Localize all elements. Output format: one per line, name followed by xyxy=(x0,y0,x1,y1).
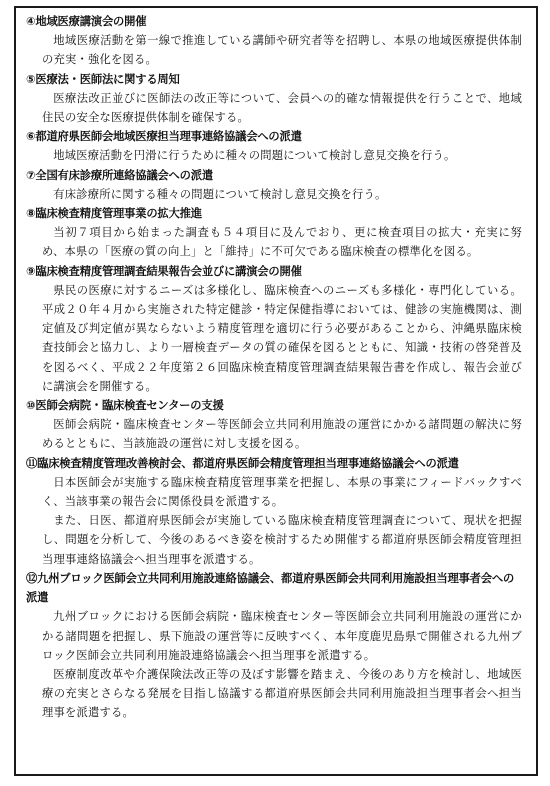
section-paragraph: 九州ブロックにおける医師会病院・臨床検査センター等医師会立共同利用施設の運営にかかる諸問題を把握し、県下施設の運営等に反映すべく、本年度鹿児島県で開催される九州ブロック医師会立共同利用施設連絡協議会へ担当理事を派遣する。 xyxy=(42,610,522,662)
section-paragraph: 当初７項目から始まった調査も５４項目に及んでおり、更に検査項目の拡大・充実に努め、本県の「医療の質の向上」と「維持」に不可欠である臨床検査の標準化を図る。 xyxy=(42,226,522,259)
section-paragraph: 医療制度改革や介護保険法改正等の及ぼす影響を踏まえ、今後のあり方を検討し、地域医療の充実とさらなる発展を目指し協議する都道府県医師会共同利用施設担当理事者会へ担当理事を派遣する。 xyxy=(42,667,522,720)
section-7 xyxy=(26,166,522,204)
section-4 xyxy=(26,12,522,70)
section-paragraph: また、日医、都道府県医師会が実施している臨床検査精度管理調査について、現状を把握し、問題を分析して、今後のあるべき姿を検討するため開催する都道府県医師会精度管理担当理事連絡協議会へ担当理事を派遣する。 xyxy=(42,514,522,566)
section-paragraph: 地域医療活動を円滑に行うために種々の問題について検討し意見交換を行う。 xyxy=(53,149,456,163)
section-paragraph: 県民の医療に対するニーズは多様化し、臨床検査へのニーズも多様化・専門化している。平成２０年４月から実施された特定健診・特定保健指導においては、健診の実施機関は、測定値及び判定値が異ならないよう精度管理を適切に行う必要があることから、沖縄県臨床検査技師会と協力し、より一層検査データの質の確保を図るとともに、知識・技術の啓発普及を図るべく、平成２２年度第２６回臨床検査精度管理調査結果報告書を作成し、報告会並びに講演会を開催する。 xyxy=(42,283,522,393)
section-6 xyxy=(26,127,522,165)
section-paragraph: 医療法改正並びに医師法の改正等について、会員への的確な情報提供を行うことで、地域住民の安全な医療提供体制を確保する。 xyxy=(42,91,522,125)
section-heading: ⑦全国有床診療所連絡協議会への派遣 xyxy=(26,168,213,182)
section-paragraph: 医師会病院・臨床検査センター等医師会立共同利用施設の運営にかかる諸問題の解決に努めるとともに、当該施設の運営に対し支援を図る。 xyxy=(42,418,522,451)
section-heading: ⑩医師会病院・臨床検査センターの支援 xyxy=(26,399,224,413)
section-heading: ⑥都道府県医師会地域医療担当理事連絡協議会への派遣 xyxy=(26,130,302,144)
section-paragraph: 日本医師会が実施する臨床検査精度管理事業を把握し、本県の事業にフィードバックすべく、当該事業の報告会に関係役員を派遣する。 xyxy=(42,475,522,509)
section-heading: ⑧臨床検査精度管理事業の拡大推進 xyxy=(26,207,202,221)
section-11 xyxy=(26,454,522,569)
section-paragraph: 有床診療所に関する種々の問題について検討し意見交換を行う。 xyxy=(53,187,387,201)
section-heading: ⑫九州ブロック医師会立共同利用施設連絡協議会、都道府県医師会共同利用施設担当理事者会への派遣 xyxy=(26,571,515,605)
section-heading: ④地域医療講演会の開催 xyxy=(26,15,147,28)
section-5 xyxy=(26,70,522,128)
section-heading: ⑨臨床検査精度管理調査結果報告会並びに講演会の開催 xyxy=(26,264,302,278)
section-12 xyxy=(26,569,522,723)
section-heading: ⑤医療法・医師法に関する周知 xyxy=(26,72,180,86)
section-10 xyxy=(26,396,522,454)
section-8 xyxy=(26,204,522,262)
section-paragraph: 地域医療活動を第一線で推進している講師や研究者等を招聘し、本県の地域医療提供体制の充実・強化を図る。 xyxy=(42,34,522,67)
document-page xyxy=(14,6,538,776)
section-heading: ⑪臨床検査精度管理改善検討会、都道府県医師会精度管理担当理事連絡協議会への派遣 xyxy=(26,456,459,470)
section-9 xyxy=(26,262,522,396)
